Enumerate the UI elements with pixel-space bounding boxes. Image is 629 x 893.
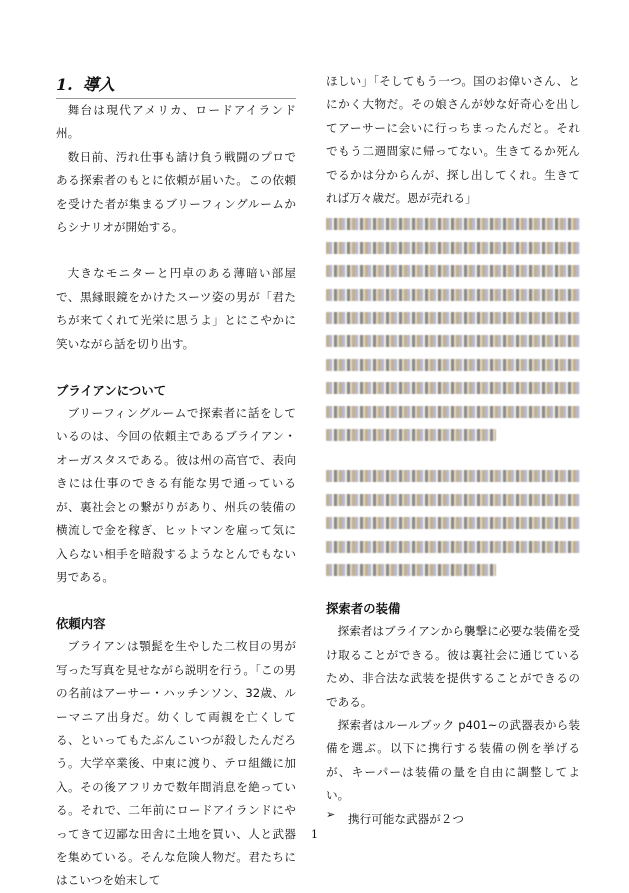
right-column — [326, 70, 580, 831]
section-number: 1. — [56, 75, 73, 94]
request-heading: 依頼内容 — [56, 616, 106, 632]
arrow-bullet-icon: ➢ — [326, 807, 336, 821]
intro-paragraph-1: 舞台は現代アメリカ、ロードアイランド州。 — [56, 103, 296, 141]
redacted-block-2 — [326, 470, 580, 576]
intro-paragraph-2: 数日前、汚れ仕事も請け負う戦闘のプロである探索者のもとに依頼が届いた。この依頼を受けた者が集まるブリーフィングルームからシナリオが開始する。 — [56, 149, 296, 235]
equipment-paragraph-1: 探索者はブライアンから襲撃に必要な装備を受け取ることができる。彼は裏社会に通じているため、非合法な武装を提供することができるのである。 — [326, 624, 580, 709]
page-number: 1 — [311, 828, 318, 841]
equipment-heading: 探索者の装備 — [326, 601, 401, 617]
equipment-paragraph-2: 探索者はルールブック p401~の武器表から装備を選ぶ。以下に携行する装備の例を挙げるが、キーパーは装備の量を自由に調整してよい。 — [326, 717, 580, 803]
brian-heading: ブライアンについて — [56, 383, 167, 399]
brian-paragraph: ブリーフィングルームで探索者に話をしているのは、今回の依頼主であるブライアン・オーガスタスである。彼は州の高官で、表向きには仕事のできる有能な男で通っているが、裏社会との繋がりがあり、州兵の装備の横流しで金を稼ぎ、ヒットマンを雇って気に入らない相手を暗殺するようなとんでもない男である。 — [56, 406, 296, 584]
redacted-block-1 — [326, 218, 580, 441]
section-heading — [56, 74, 296, 99]
request-paragraph-right: ほしい」「そしてもう一つ。国のお偉いさん、とにかく大物だ。その娘さんが妙な好奇心を出してアーサーに会いに行っちまったんだと。それでもう二週間家に帰ってない。生きてるか死んでるかは分からんが、探し出してくれ。生きてれば万々歳だ。恩が売れる」 — [326, 74, 580, 206]
equipment-bullet-text: 携行可能な武器が２つ — [348, 811, 464, 826]
left-column — [56, 66, 296, 893]
section-title: 導入 — [82, 75, 115, 94]
request-paragraph-left: ブライアンは顎髭を生やした二枚目の男が写った写真を見せながら説明を行う。「この男の名前はアーサー・ハッチンソン、32歳、ルーマニア出身だ。幼くして両親を亡くしてる、といってもたぶんこいつが殺したんだろう。大学卒業後、中東に渡り、テロ組織に加入。その後アフリカで数年間消息を絶っている。それで、二年前にロードアイランドにやってきて辺鄙な田舎に土地を買い、人と武器を集めている。そんな危険人物だ。君たちにはこいつを始末して — [56, 639, 296, 888]
intro-paragraph-3: 大きなモニターと円卓のある薄暗い部屋で、黒縁眼鏡をかけたスーツ姿の男が「君たちが来てくれて光栄に思うよ」とにこやかに笑いながら話を切り出す。 — [56, 266, 296, 351]
